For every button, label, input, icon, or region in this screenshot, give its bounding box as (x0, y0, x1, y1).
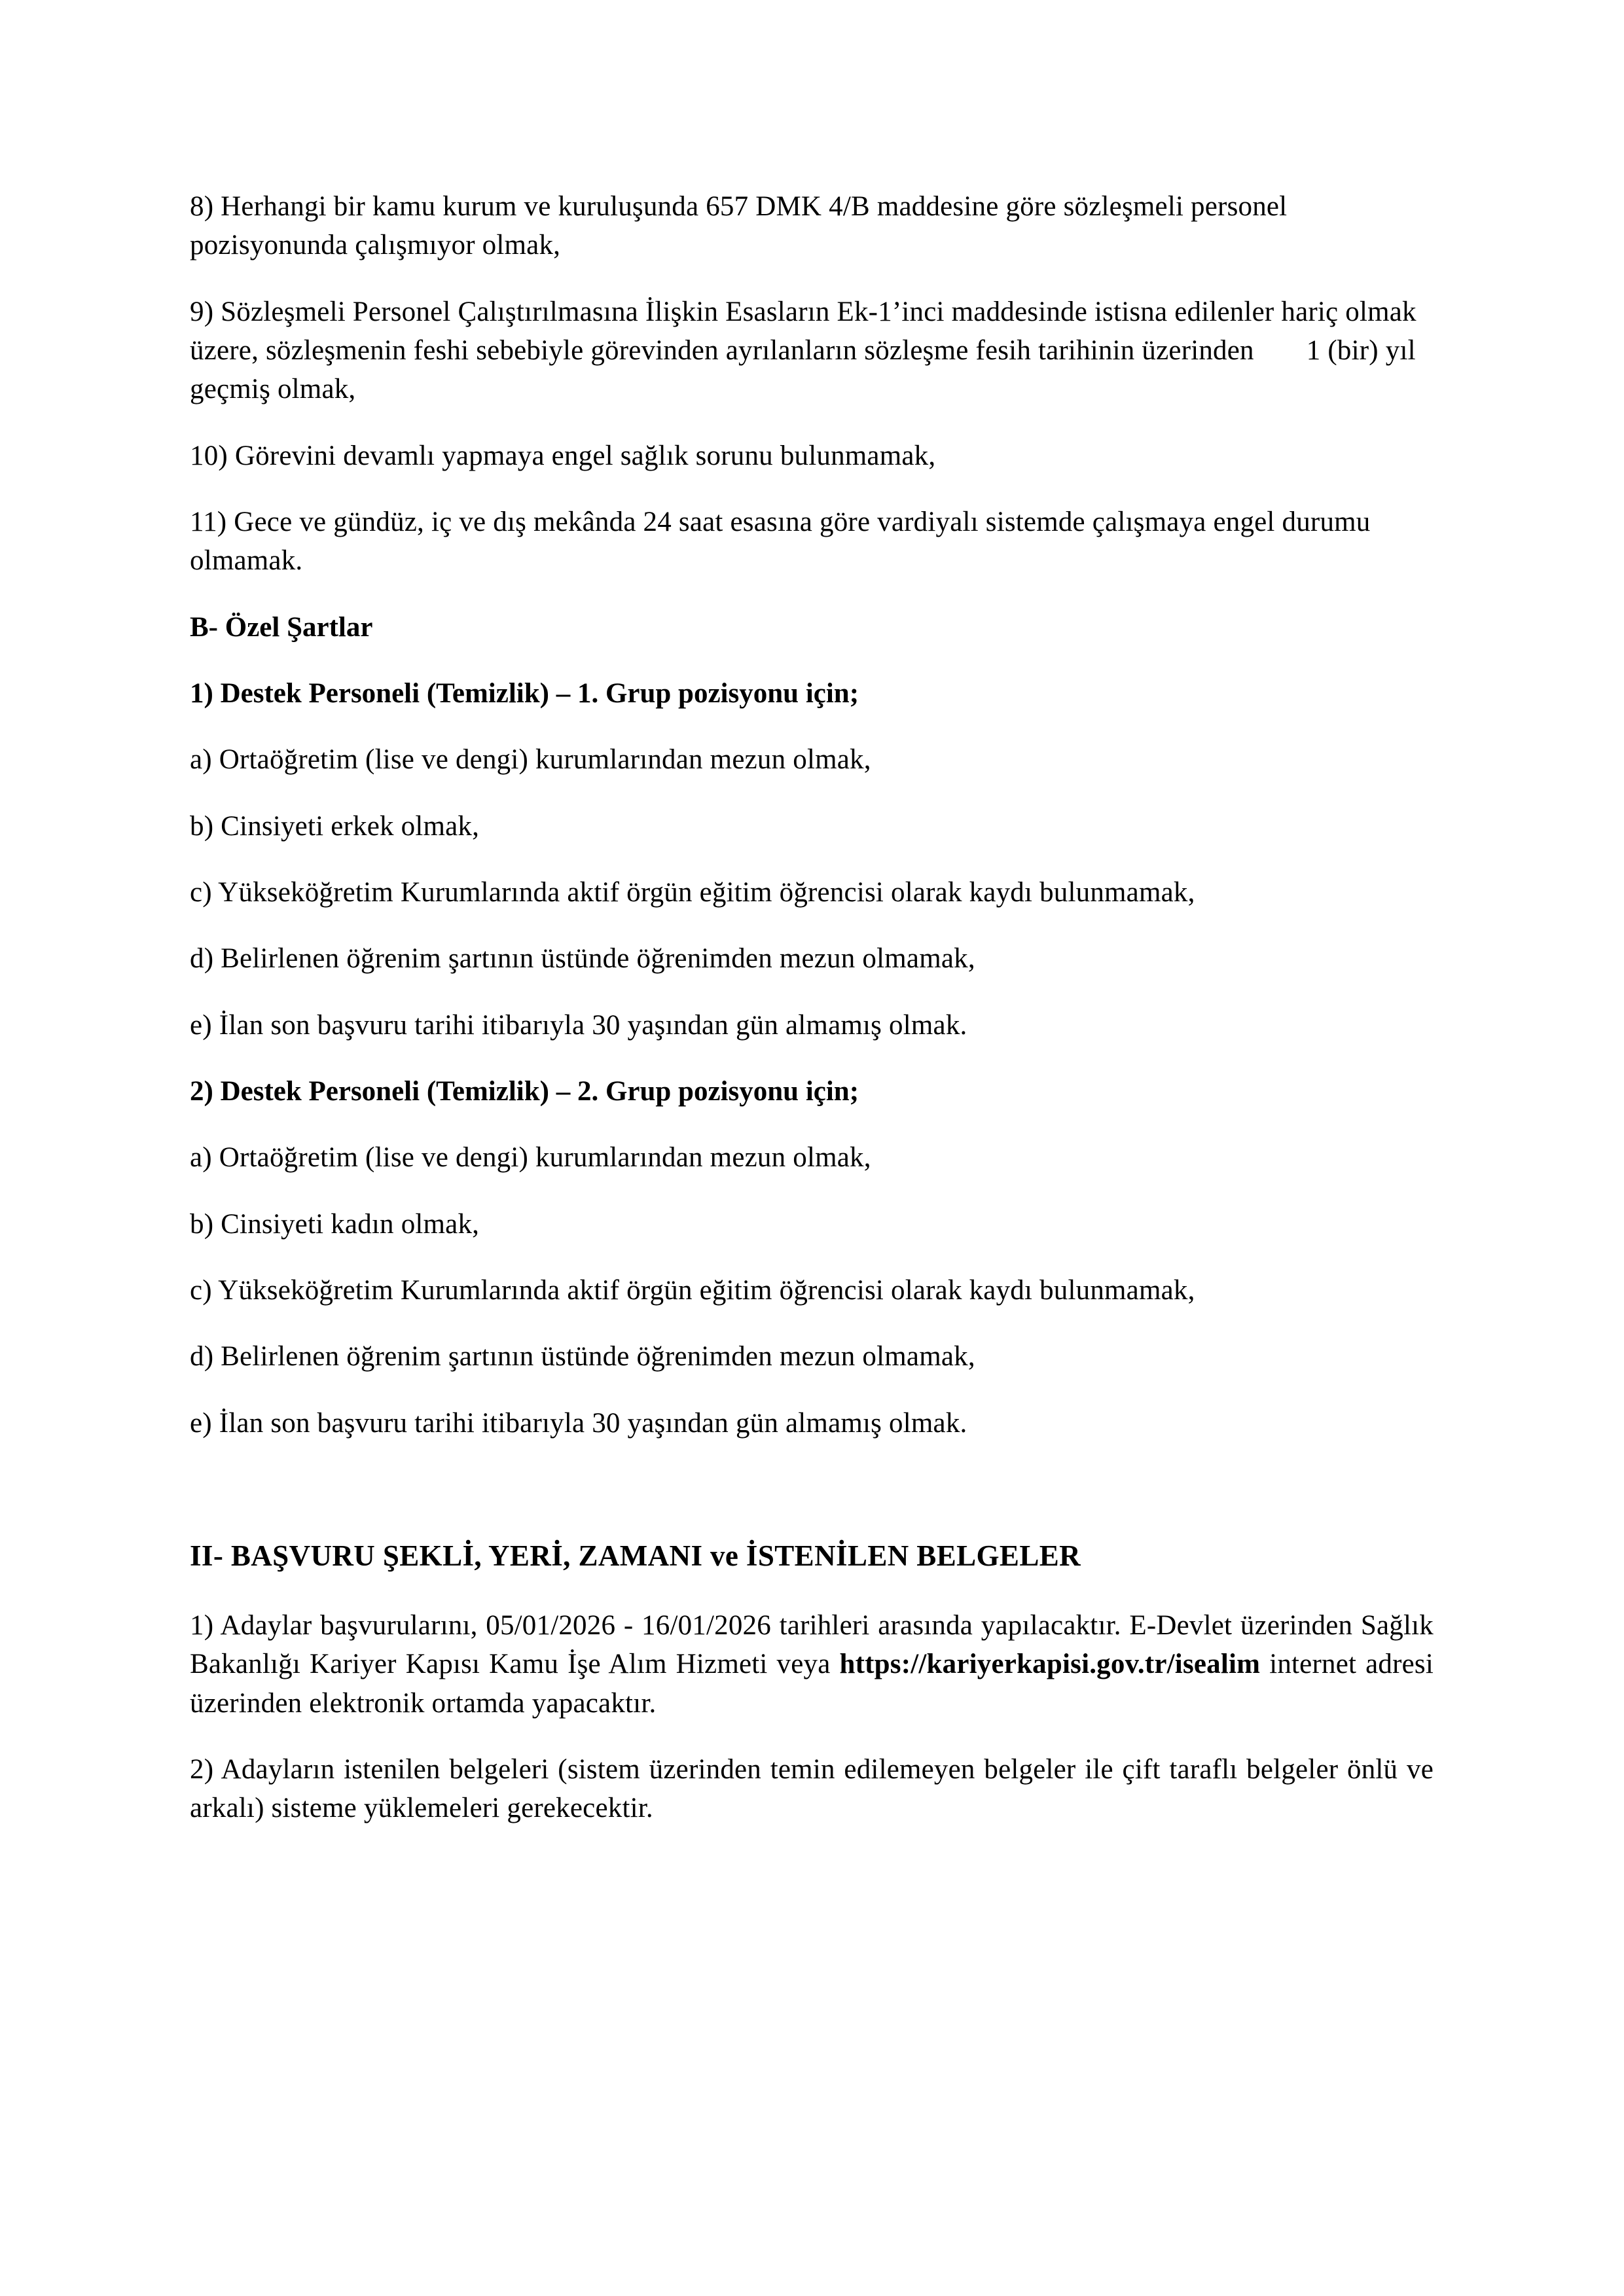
application-section-heading: II- BAŞVURU ŞEKLİ, YERİ, ZAMANI ve İSTENİLEN BELGELER (190, 1539, 1081, 1572)
group-1-item-b: b) Cinsiyeti erkek olmak, (190, 810, 480, 842)
group-1-item-c: c) Yükseköğretim Kurumlarında aktif örgün eğitim öğrencisi olarak kaydı bulunmamak, (190, 876, 1195, 908)
group-2-item-e: e) İlan son başvuru tarihi itibarıyla 30 yaşından gün almamış olmak. (190, 1407, 967, 1439)
document-body (190, 187, 1434, 1856)
group-1-item-e: e) İlan son başvuru tarihi itibarıyla 30 yaşından gün almamış olmak. (190, 1009, 967, 1041)
general-condition-item-8: 8) Herhangi bir kamu kurum ve kuruluşunda 657 DMK 4/B maddesine göre sözleşmeli personel pozisyonunda çalışmıyor olmak, (190, 191, 1288, 261)
application-item-2: 2) Adayların istenilen belgeleri (sistem üzerinden temin edilemeyen belgeler ile çift taraflı belgeler önlü ve arkalı) sisteme yüklemeleri gerekecektir. (190, 1753, 1434, 1824)
group-2-item-c: c) Yükseköğretim Kurumlarında aktif örgün eğitim öğrencisi olarak kaydı bulunmamak, (190, 1274, 1195, 1306)
group-1-item-a: a) Ortaöğretim (lise ve dengi) kurumlarından mezun olmak, (190, 744, 871, 776)
item-9-text-part-2: 1 (bir) yıl geçmiş olmak, (190, 334, 1416, 405)
application-item-1-text-after-url: internet adresi üzerinden elektronik ortamda yapacaktır. (190, 1649, 1434, 1719)
group-2-item-b: b) Cinsiyeti kadın olmak, (190, 1208, 480, 1240)
group-1-item-d: d) Belirlenen öğrenim şartının üstünde öğrenimden mezun olmamak, (190, 943, 975, 975)
group-2-heading: 2) Destek Personeli (Temizlik) – 2. Grup pozisyonu için; (190, 1075, 859, 1107)
group-2-item-a: a) Ortaöğretim (lise ve dengi) kurumlarından mezun olmak, (190, 1142, 871, 1174)
kariyer-kapisi-url[interactable]: https://kariyerkapisi.gov.tr/isealim (839, 1649, 1261, 1680)
application-item-1 (190, 1606, 1434, 1723)
general-condition-item-10: 10) Görevini devamlı yapmaya engel sağlık sorunu bulunmamak, (190, 440, 936, 471)
general-condition-item-9 (190, 293, 1434, 409)
group-2-item-d: d) Belirlenen öğrenim şartının üstünde öğrenimden mezun olmamak, (190, 1341, 975, 1372)
general-condition-item-11: 11) Gece ve gündüz, iç ve dış mekânda 24 saat esasına göre vardiyalı sistemde çalışmaya engel durumu olmamak. (190, 506, 1371, 577)
section-spacer (190, 1470, 1434, 1535)
special-conditions-heading: B- Özel Şartlar (190, 611, 373, 643)
group-1-heading: 1) Destek Personeli (Temizlik) – 1. Grup pozisyonu için; (190, 677, 859, 709)
item-9-text-part-1: 9) Sözleşmeli Personel Çalıştırılmasına İlişkin Esasların Ek-1’inci maddesinde istisna edilenler hariç olmak üzere, sözleşmenin feshi sebebiyle görevinden ayrılanların sözleşme fesih tarihinin üzerinden (190, 296, 1416, 366)
application-item-1-text-before-url: 1) Adaylar başvurularını, 05/01/2026 - 16/01/2026 tarihleri arasında yapılacaktır. E-Devlet üzerinden Sağlık Bakanlığı Kariyer Kapısı Kamu İşe Alım Hizmeti veya (190, 1609, 1434, 1680)
